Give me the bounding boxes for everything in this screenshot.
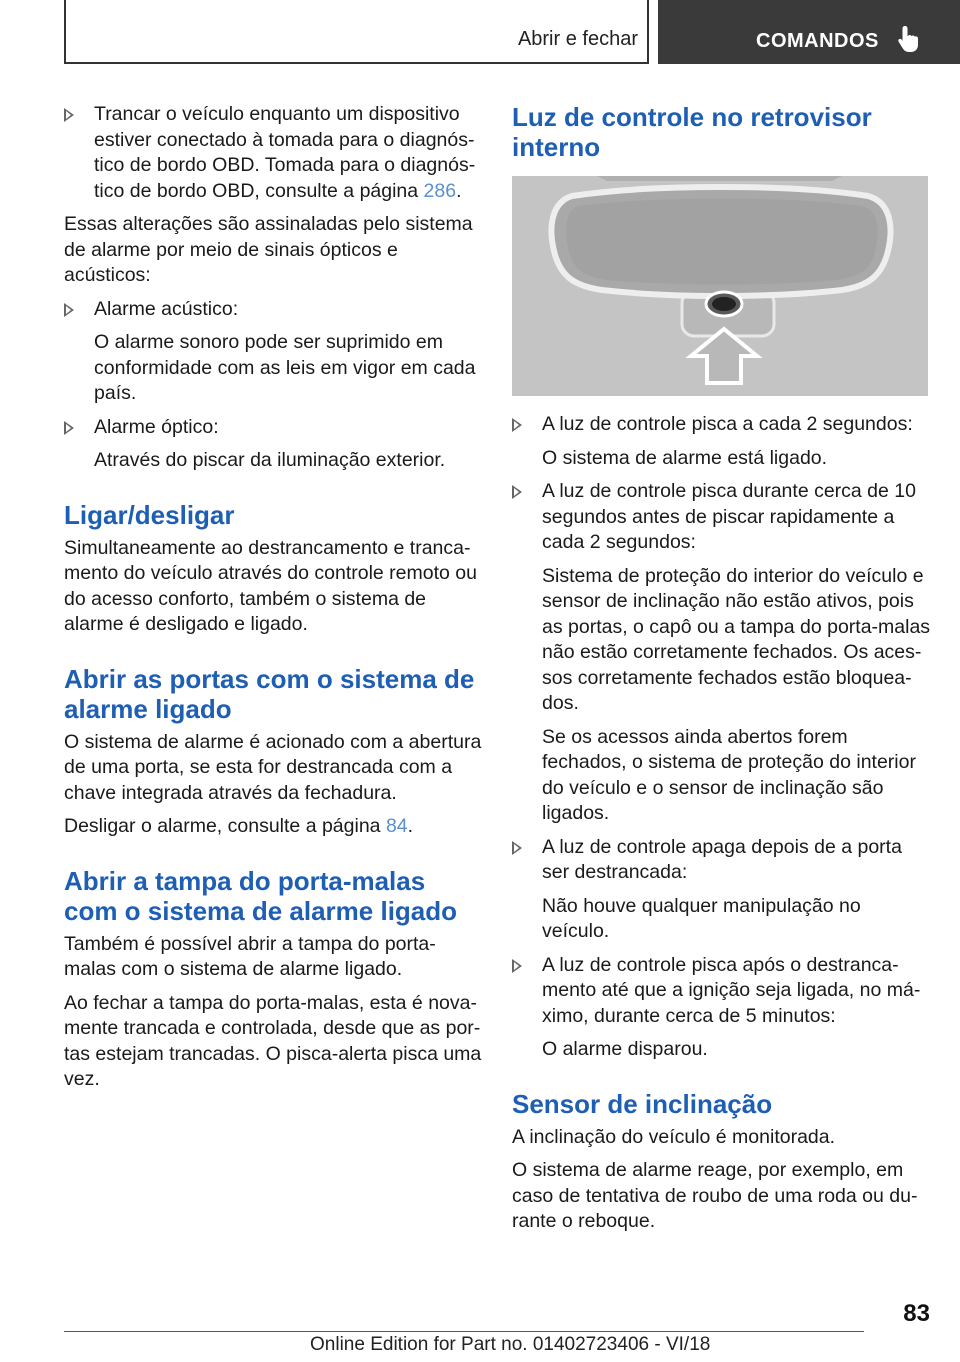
list-item-title: A luz de controle pisca a cada 2 segundos: [542, 413, 913, 435]
triangle-bullet-icon [512, 418, 522, 432]
left-column [64, 102, 482, 1101]
list-item-text: Se os acessos ainda abertos forem fechados, o sistema de proteção do interior do veículo e o sensor de inclinação são ligados. [542, 725, 916, 824]
paragraph: A inclinação do veículo é monitorada. [512, 1125, 836, 1148]
heading-open-trunk: Abrir a tampa do porta-malas com o sistema de alarme ligado [64, 865, 458, 926]
paragraph: Também é possível abrir a tampa do porta-malas com o sistema de alarme ligado. [64, 932, 436, 980]
section-title: Abrir e fechar [517, 28, 638, 50]
list-item-title: A luz de controle pisca após o destrancamento até que a ignição seja ligada, no máximo, durante cerca de 5 minutos: [542, 953, 921, 1027]
triangle-bullet-icon [512, 959, 522, 973]
list-item [512, 953, 932, 1063]
list-item [64, 297, 482, 407]
list-item [512, 479, 932, 827]
triangle-bullet-icon [64, 108, 74, 122]
triangle-bullet-icon [512, 485, 522, 499]
page-number: 83 [903, 1300, 930, 1327]
paragraph: O sistema de alarme reage, por exemplo, em caso de tentativa de roubo de uma roda ou durante o reboque. [512, 1159, 918, 1232]
list-item-text: O alarme sonoro pode ser suprimido em conformidade com as leis em vigor em cada país. [94, 331, 476, 404]
footer-divider [64, 1331, 864, 1332]
heading-control-light: Luz de controle no retrovisor interno [512, 102, 872, 162]
right-column [512, 102, 932, 1243]
list-item-text: Trancar o veículo enquanto um dispositivo estiver conectado à tomada para o diagnóstico de bordo OBD. Tomada para o diagnóstico de bordo OBD, consulte a página 286. [94, 103, 476, 202]
heading-on-off: Ligar/desligar [64, 499, 235, 530]
list-item-text: Não houve qualquer manipulação no veículo. [542, 894, 861, 942]
list-item-text: Sistema de proteção do interior do veículo e sensor de inclinação não estão ativos, pois as portas, o capô ou a tampa do porta-malas não estão corretamente fechados. Os acessos corretamente fechados estão bloqueados. [542, 564, 931, 714]
footer-edition: Online Edition for Part no. 01402723406 - VI/18 [310, 1334, 711, 1355]
triangle-bullet-icon [64, 303, 74, 317]
list-item-text: O sistema de alarme está ligado. [542, 446, 828, 469]
list-item-text: O alarme disparou. [542, 1038, 708, 1060]
paragraph: Simultaneamente ao destrancamento e trancamento do veículo através do controle remoto ou do acesso conforto, também o sistema de alarme é desligado e ligado. [64, 536, 477, 635]
list-item-title: Alarme óptico: [94, 415, 219, 438]
list-item [512, 835, 932, 945]
list-item-text: Através do piscar da iluminação exterior. [94, 449, 446, 471]
page-link[interactable]: 84 [385, 815, 408, 837]
hand-pointer-icon [896, 24, 922, 54]
list-item-title: Alarme acústico: [94, 297, 239, 320]
list-item [64, 102, 482, 204]
chapter-tab[interactable] [658, 0, 960, 64]
chapter-title: COMANDOS [756, 30, 879, 52]
paragraph: Ao fechar a tampa do porta-malas, esta é novamente trancada e controlada, desde que as portas estejam trancadas. O pisca-alerta pisca uma vez. [64, 991, 482, 1090]
paragraph: O sistema de alarme é acionado com a abertura de uma porta, se esta for destrancada com a chave integrada através da fechadura. [64, 730, 482, 804]
list-item-title: A luz de controle apaga depois de a porta ser destrancada: [542, 835, 902, 883]
paragraph: Essas alterações são assinaladas pelo sistema de alarme por meio de sinais ópticos e acústicos: [64, 213, 473, 286]
rearview-mirror-illustration [512, 176, 928, 396]
list-item-title: A luz de controle pisca durante cerca de 10 segundos antes de piscar rapidamente a cada 2 segundos: [542, 480, 916, 553]
heading-tilt-sensor: Sensor de inclinação [512, 1088, 773, 1119]
paragraph: Desligar o alarme, consulte a página 84. [64, 815, 414, 837]
triangle-bullet-icon [512, 841, 522, 855]
list-item [512, 412, 932, 471]
triangle-bullet-icon [64, 421, 74, 435]
page-link[interactable]: 286 [423, 179, 457, 202]
list-item [64, 415, 482, 474]
heading-open-doors: Abrir as portas com o sistema de alarme ligado [64, 663, 475, 724]
